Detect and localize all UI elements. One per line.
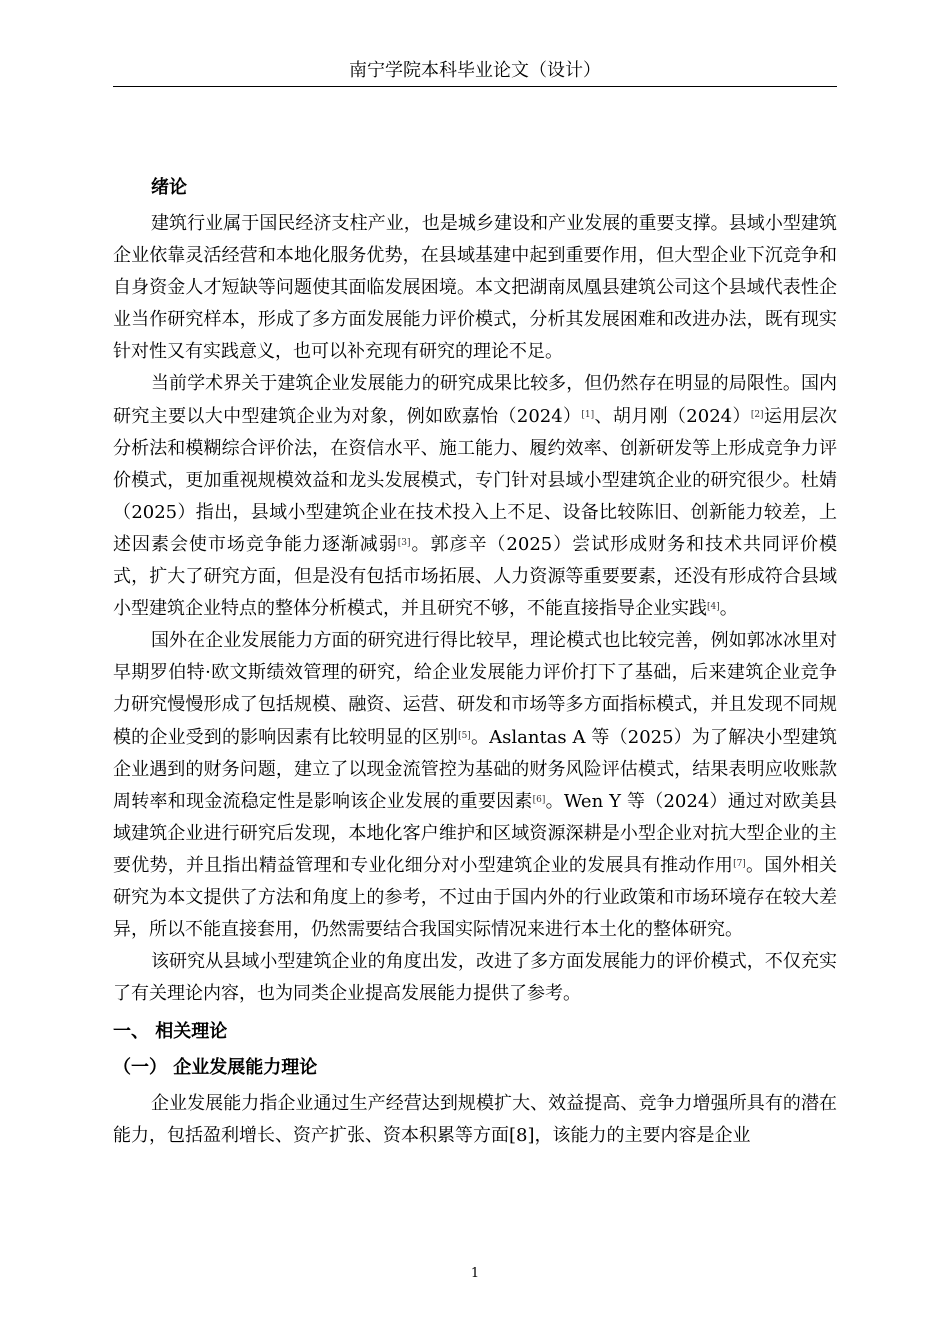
text-run: 建筑行业属于国民经济支柱产业，也是城乡建设和产业发展的重要支撑。县域小型建筑企业依靠灵活经营和本地化服务优势，在县域基建中起到重要作用，但大型企业下沉竞争和自身资金人才短缺等问题使其面临发展困境。本文把湖南凤凰县建筑公司这个县域代表性企业当作研究样本，形成了多方面发展能力评价模式，分析其发展困难和改进办法，既有现实针对性又有实践意义，也可以补充现有研究的理论不足。 — [113, 213, 837, 363]
header-title: 南宁学院本科毕业论文（设计） — [349, 60, 601, 81]
theory-paragraph-1: 企业发展能力指企业通过生产经营达到规模扩大、效益提高、竞争力增强所具有的潜在能力，包括盈利增长、资产扩张、资本积累等方面[8]，该能力的主要内容是企业 — [113, 1093, 837, 1147]
text-run: 运用层次分析法和模糊综合评价法，在资信水平、施工能力、履约效率、创新研发等上形成竞争力评价模式，更加重视规模效益和龙头发展模式，专门针对县域小型建筑企业的研究很少。杜婧（2025）指出，县域小型建筑企业在技术投入上不足、设备比较陈旧、创新能力较差，上述因素会使市场竞争能力逐渐减弱 — [113, 405, 837, 555]
page-number: 1 — [470, 1266, 480, 1281]
text-run: 。Wen Y 等（2024）通过对欧美县域建筑企业进行研究后发现，本地化客户维护和区域资源深耕是小型企业对抗大型企业的主要优势，并且指出精益管理和专业化细分对小型建筑企业的发展具有推动作用 — [113, 790, 837, 876]
text-run: 。国外相关研究为本文提供了方法和角度上的参考，不过由于国内外的行业政策和市场环境存在较大差异，所以不能直接套用，仍然需要结合我国实际情况来进行本土化的整体研究。 — [113, 854, 837, 941]
intro-paragraph-2 — [113, 368, 837, 625]
chapter-title-related-theory: 一、 相关理论 — [113, 1021, 228, 1043]
intro-paragraph-4 — [113, 946, 837, 1010]
citation-reference: [2] — [750, 409, 764, 420]
intro-paragraph-1 — [113, 208, 837, 368]
text-run: 。 — [719, 598, 738, 620]
text-run: 该研究从县域小型建筑企业的角度出发，改进了多方面发展能力的评价模式，不仅充实了有关理论内容，也为同类企业提高发展能力提供了参考。 — [113, 951, 837, 1005]
text-run: 。郭彦辛（2025）尝试形成财务和技术共同评价模式，扩大了研究方面，但是没有包括市场拓展、人力资源等重要要素，还没有形成符合县域小型建筑企业特点的整体分析模式，并且研究不够，不能直接指导企业实践 — [113, 533, 837, 620]
citation-reference: [7] — [733, 858, 746, 869]
citation-reference: [4] — [707, 602, 720, 613]
page-header — [113, 56, 837, 87]
subsection-title-development-capability: （一） 企业发展能力理论 — [113, 1057, 318, 1079]
text-run: 、胡月刚（2024） — [594, 405, 751, 427]
text-run: 国外在企业发展能力方面的研究进行得比较早，理论模式也比较完善，例如郭冰冰里对早期罗伯特·欧文斯绩效管理的研究，给企业发展能力评价打下了基础，后来建筑企业竞争力研究慢慢形成了包括规模、融资、运营、研发和市场等多方面指标模式，并且发现不同规模的企业受到的影响因素有比较明显的区别 — [113, 630, 837, 748]
citation-reference: [3] — [397, 537, 411, 548]
text-run: 。Aslantas A 等（2025）为了解决小型建筑企业遇到的财务问题，建立了以现金流管控为基础的财务风险评估模式，结果表明应收账款周转率和现金流稳定性是影响该企业发展的重要因素 — [113, 726, 837, 812]
text-run: 当前学术界关于建筑企业发展能力的研究成果比较多，但仍然存在明显的局限性。国内研究主要以大中型建筑企业为对象，例如欧嘉怡（2024） — [113, 373, 837, 427]
document-body — [113, 172, 837, 1153]
citation-reference: [5] — [458, 730, 471, 741]
intro-paragraph-3 — [113, 625, 837, 946]
section-title-introduction: 绪论 — [151, 177, 187, 198]
citation-reference: [1] — [581, 409, 595, 420]
citation-reference: [6] — [532, 794, 546, 805]
